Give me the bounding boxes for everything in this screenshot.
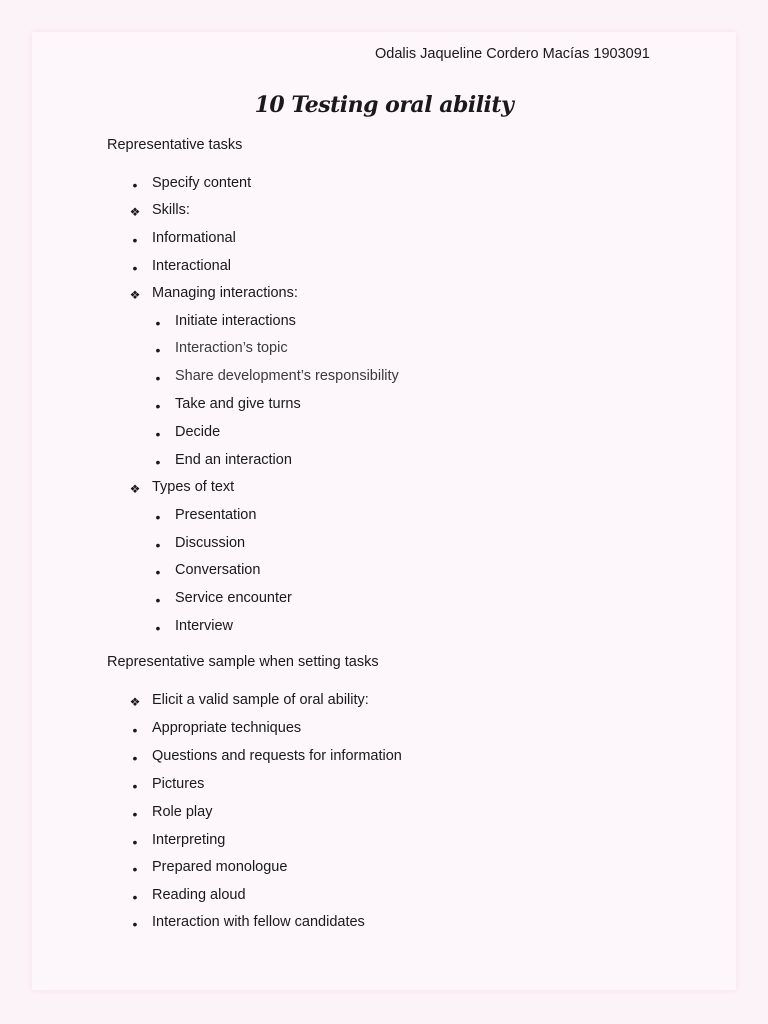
bullet-icon	[128, 751, 142, 765]
bullet-icon	[128, 862, 142, 876]
task-item: Conversation	[175, 562, 261, 578]
section-heading-representative-sample: Representative sample when setting tasks	[107, 654, 379, 670]
bullet-icon	[151, 510, 165, 524]
task-item: Specify content	[152, 175, 252, 191]
diamond-bullet-icon	[128, 482, 142, 495]
bullet-icon	[151, 593, 165, 607]
bullet-icon	[151, 399, 165, 413]
sample-item: Elicit a valid sample of oral ability:	[152, 692, 369, 708]
bullet-icon	[151, 455, 165, 469]
task-item: Types of text	[152, 479, 235, 495]
bullet-icon	[128, 723, 142, 737]
task-item: Service encounter	[175, 590, 292, 606]
sample-item: Interaction with fellow candidates	[152, 914, 365, 930]
sample-item: Pictures	[152, 776, 205, 792]
task-item: Initiate interactions	[175, 313, 296, 329]
author-line: Odalis Jaqueline Cordero Macías 1903091	[375, 46, 650, 62]
diamond-bullet-icon	[128, 288, 142, 301]
task-item: Discussion	[175, 535, 246, 551]
task-item: Informational	[152, 230, 236, 246]
bullet-icon	[128, 835, 142, 849]
bullet-icon	[128, 233, 142, 247]
task-item: Interaction’s topic	[175, 340, 288, 356]
task-item: Managing interactions:	[152, 285, 298, 301]
sample-item: Role play	[152, 804, 213, 820]
diamond-bullet-icon	[128, 695, 142, 708]
bullet-icon	[151, 621, 165, 635]
sample-item: Appropriate techniques	[152, 720, 302, 736]
bullet-icon	[128, 261, 142, 275]
bullet-icon	[151, 371, 165, 385]
sample-item: Prepared monologue	[152, 859, 288, 875]
task-item: Interview	[175, 618, 234, 634]
bullet-icon	[128, 890, 142, 904]
task-item: Presentation	[175, 507, 257, 523]
bullet-icon	[128, 178, 142, 192]
document-title: 10 Testing oral ability	[254, 92, 514, 118]
bullet-icon	[128, 779, 142, 793]
diamond-bullet-icon	[128, 205, 142, 218]
bullet-icon	[151, 565, 165, 579]
task-item: Take and give turns	[175, 396, 301, 412]
task-item: Share development’s responsibility	[175, 368, 399, 384]
sample-item: Questions and requests for information	[152, 748, 402, 764]
bullet-icon	[151, 343, 165, 357]
bullet-icon	[151, 316, 165, 330]
task-item: Skills:	[152, 202, 190, 218]
bullet-icon	[151, 427, 165, 441]
task-item: End an interaction	[175, 452, 292, 468]
bullet-icon	[128, 917, 142, 931]
task-item: Interactional	[152, 258, 231, 274]
sample-item: Interpreting	[152, 832, 226, 848]
task-item: Decide	[175, 424, 221, 440]
bullet-icon	[128, 807, 142, 821]
bullet-icon	[151, 538, 165, 552]
section-heading-representative-tasks: Representative tasks	[107, 137, 243, 153]
sample-item: Reading aloud	[152, 887, 246, 903]
